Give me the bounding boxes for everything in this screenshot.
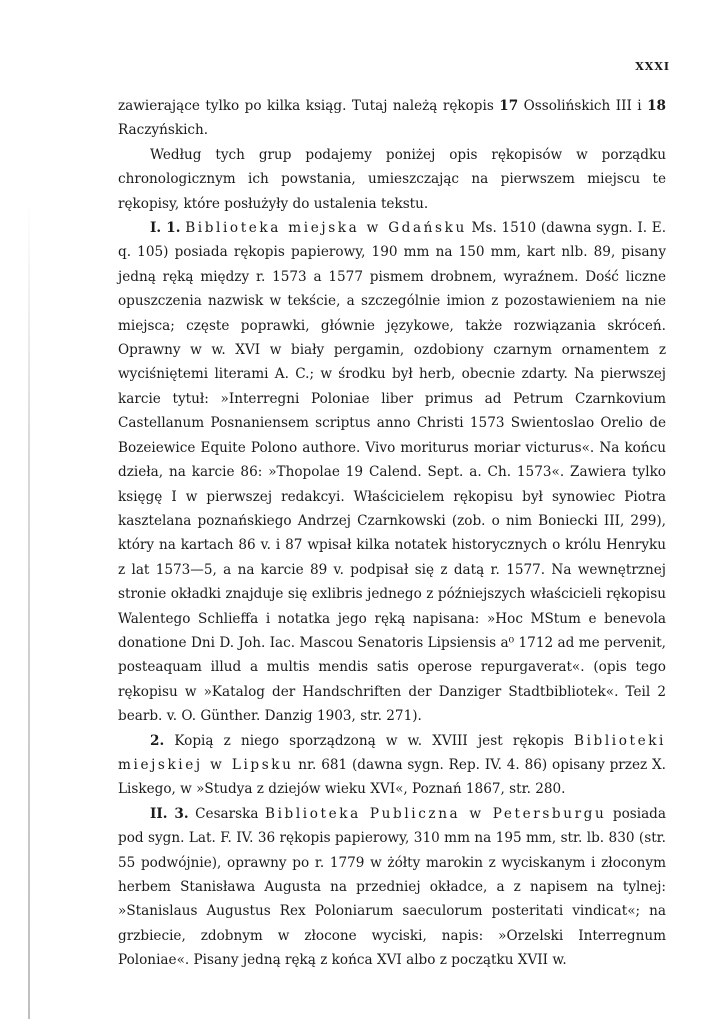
page-number: XXXI [635,60,670,73]
text-run: Biblioteka Publiczna w Petersburgu [265,805,607,822]
paragraph-ms-1 [118,216,666,729]
text-run: Cesarska [188,805,266,822]
text-run: Biblioteki miejskiej w Lipsku [118,732,666,773]
body-text [118,94,666,973]
paragraph-intro [118,94,666,143]
text-run: nr. 681 (dawna sygn. Rep. IV. 4. 86) opisany przez X. Liskego, w »Studya z dziejów wieku XVI«, Poznań 1867, str. 280. [118,756,666,798]
text-run: Biblioteka miejska w Gdańsku [185,220,467,237]
text-run: Kopią z niego sporządzoną w w. XVIII jest rękopis [164,732,574,749]
text-run: Raczyńskich. [118,122,209,139]
paragraph-ms-3 [118,802,666,973]
text-run: II. 3. [150,805,189,822]
text-run: 17 [499,98,519,114]
text-run: Według tych grup podajemy poniżej opis rękopisów w porządku chronologicznym ich powstania, umieszczając na pierwszem miejscu te rękopisy, które posłużyły do ustalenia tekstu. [118,146,666,212]
text-run: zawierające tylko po kilka ksiąg. Tutaj należą rękopis [118,98,500,114]
text-run: posiada pod sygn. Lat. F. IV. 36 rękopis papierowy, 310 mm na 195 mm, str. lb. 830 (str. 55 podwójnie), oprawny po r. 1779 w żółty marokin z wyciskanym i złoconym herbem Stanisława Augusta na przedniej okładce, a z napisem na tylnej: »Stanislaus Augustus Rex Poloniarum saeculorum posteritati vindicat«; na grzbiecie, zdobnym w złocone wyciski, napis: »Orzelski Interregnum Poloniae«. Pisany jedną ręką z końca XVI albo z początku XVII w. [118,805,666,969]
scan-edge-shadow [28,200,30,1019]
text-run: 18 [647,98,666,114]
text-run: 2. [150,732,165,749]
text-run: I. 1. [150,220,181,237]
paragraph-groups [118,143,666,216]
paragraph-ms-2 [118,729,666,802]
text-run: Ossolińskich III i [518,98,648,114]
text-run: Ms. 1510 (dawna sygn. I. E. q. 105) posiada rękopis papierowy, 190 mm na 150 mm, kart nlb. 89, pisany jedną ręką między r. 1573 a 1577 pismem drobnem, wyraźnem. Dość liczne opuszczenia nazwisk w tekście, a szczególnie imion z pozostawieniem na nie miejsca; częste poprawki, głównie językowe, także rozwiązania skróceń. Oprawny w w. XVI w biały pergamin, ozdobiony czarnym ornamentem z wyciśniętemi literami A. C.; w środku był herb, obecnie zdarty. Na pierwszej karcie tytuł: »Interregni Poloniae liber primus ad Petrum Czarnkovium Castellanum Posnaniensem scriptus anno Christi 1573 Swientoslao Orelio de Bozeiewice Equite Polono authore. Vivo moriturus moriar victurus«. Na końcu dzieła, na karcie 86: »Thopolae 19 Calend. Sept. a. Ch. 1573«. Zawiera tylko księgę I w pierwszej redakcyi. Właścicielem rękopisu był synowiec Piotra kasztelana poznańskiego Andrzej Czarnkowski (zob. o nim Boniecki III, 299), który na kartach 86 v. i 87 wpisał kilka notatek historycznych o królu Henryku z lat 1573—5, a na karcie 89 v. podpisał się z datą r. 1577. Na wewnętrznej stronie okładki znajduje się exlibris jednego z późniejszych właścicieli rękopisu Walentego Schlieffa i notatka jego ręką napisana: »Hoc MStum e benevola donatione Dni D. Joh. Iac. Mascou Senatoris Lipsiensis a⁰ 1712 ad me pervenit, posteaquam illud a multis mendis satis operose repurgaverat«. (opis tego rękopisu w »Katalog der Handschriften der Danziger Stadtbibliotek«. Teil 2 bearb. v. O. Günther. Danzig 1903, str. 271). [118,220,667,725]
